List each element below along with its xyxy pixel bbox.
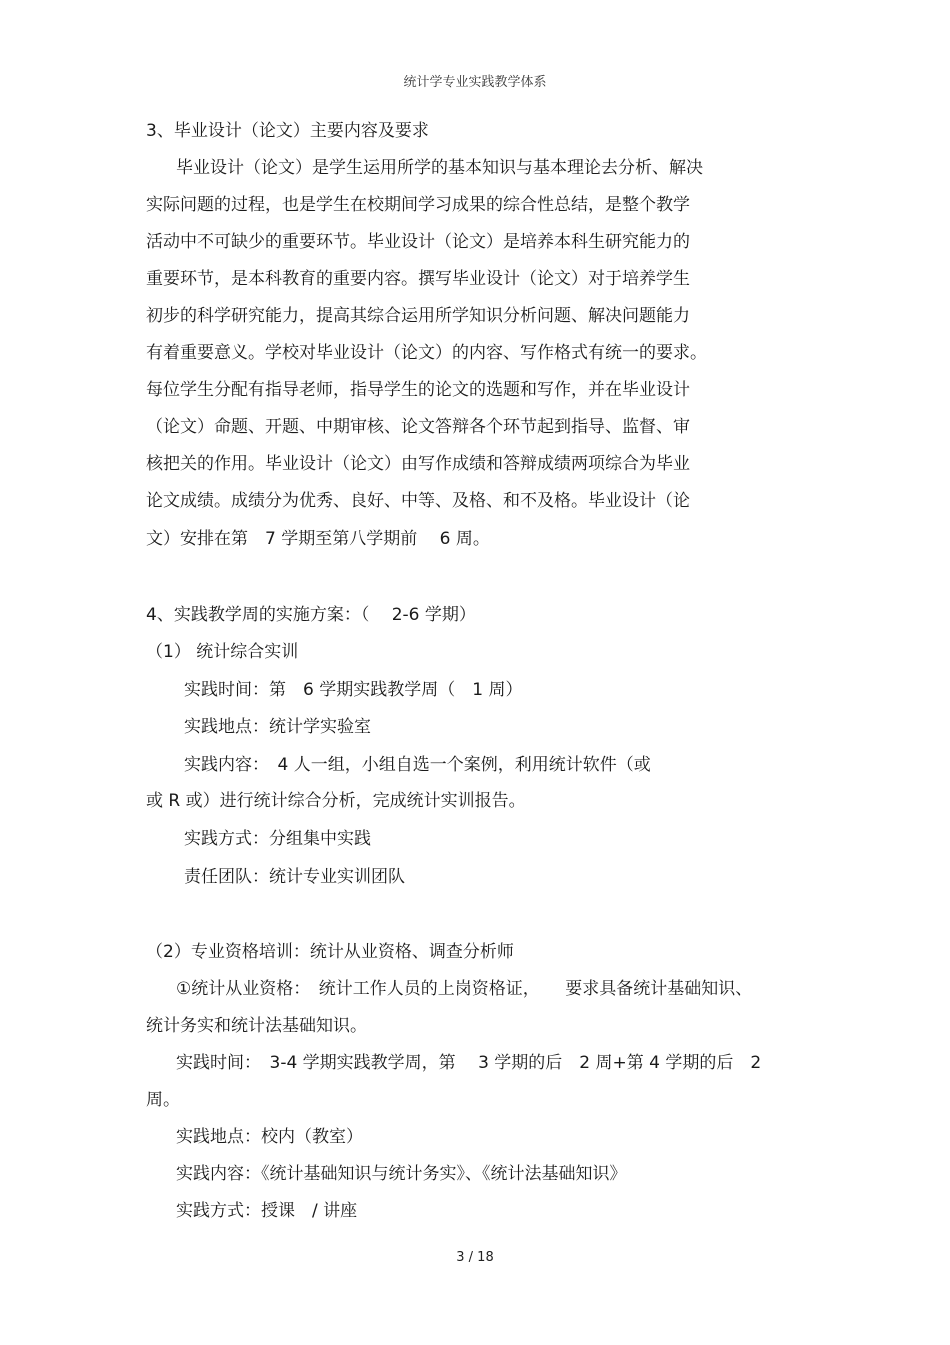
paragraph-line: 初步的科学研究能力，提高其综合运用所学知识分析问题、解决问题能力 [146,306,690,326]
running-header: 统计学专业实践教学体系 [403,75,547,90]
paragraph-line: 重要环节，是本科教育的重要内容。撰写毕业设计（论文）对于培养学生 [146,269,690,289]
item-2-time: 实践时间： 3-4 学期实践教学周，第 3 学期的后 2 周+第 4 学期的后 2 [176,1053,762,1073]
item-2-content: 实践内容：《统计基础知识与统计务实》、《统计法基础知识》 [176,1164,627,1184]
paragraph-line: （论文）命题、开题、中期审核、论文答辩各个环节起到指导、监督、审 [146,417,690,437]
item-1-content-cont: 或 R 或）进行统计综合分析，完成统计实训报告。 [146,791,526,811]
paragraph-line: 每位学生分配有指导老师，指导学生的论文的选题和写作，并在毕业设计 [146,380,690,400]
section-4-heading: 4、实践教学周的实施方案：（ 2-6 学期） [146,605,476,625]
item-2-title: （2）专业资格培训：统计从业资格、调查分析师 [146,942,514,962]
paragraph-line: 活动中不可缺少的重要环节。毕业设计（论文）是培养本科生研究能力的 [146,232,690,252]
item-1-title: （1） 统计综合实训 [146,642,299,662]
item-1-content: 实践内容： 4 人一组，小组自选一个案例，利用统计软件（或 [184,755,651,775]
item-2-qualification: ①统计从业资格： 统计工作人员的上岗资格证， 要求具备统计基础知识、 [176,979,753,999]
paragraph-line: 毕业设计（论文）是学生运用所学的基本知识与基本理论去分析、解决 [176,158,703,178]
item-1-team: 责任团队：统计专业实训团队 [184,867,405,887]
paragraph-line: 有着重要意义。学校对毕业设计（论文）的内容、写作格式有统一的要求。 [146,343,707,363]
item-1-time: 实践时间：第 6 学期实践教学周（ 1 周） [184,680,523,700]
page-number: 3 / 18 [456,1250,494,1265]
item-1-method: 实践方式：分组集中实践 [184,829,371,849]
item-1-place: 实践地点：统计学实验室 [184,717,371,737]
item-2-place: 实践地点：校内（教室） [176,1127,363,1147]
item-2-method: 实践方式：授课 / 讲座 [176,1201,358,1221]
paragraph-line: 论文成绩。成绩分为优秀、良好、中等、及格、和不及格。毕业设计（论 [146,491,690,511]
paragraph-line: 实际问题的过程，也是学生在校期间学习成果的综合性总结，是整个教学 [146,195,690,215]
paragraph-line: 文）安排在第 7 学期至第八学期前 6 周。 [146,529,490,549]
paragraph-line: 核把关的作用。毕业设计（论文）由写作成绩和答辩成绩两项综合为毕业 [146,454,690,474]
item-2-time-cont: 周。 [146,1090,180,1110]
section-3-heading: 3、毕业设计（论文）主要内容及要求 [146,121,429,141]
item-2-qualification-cont: 统计务实和统计法基础知识。 [146,1016,367,1036]
